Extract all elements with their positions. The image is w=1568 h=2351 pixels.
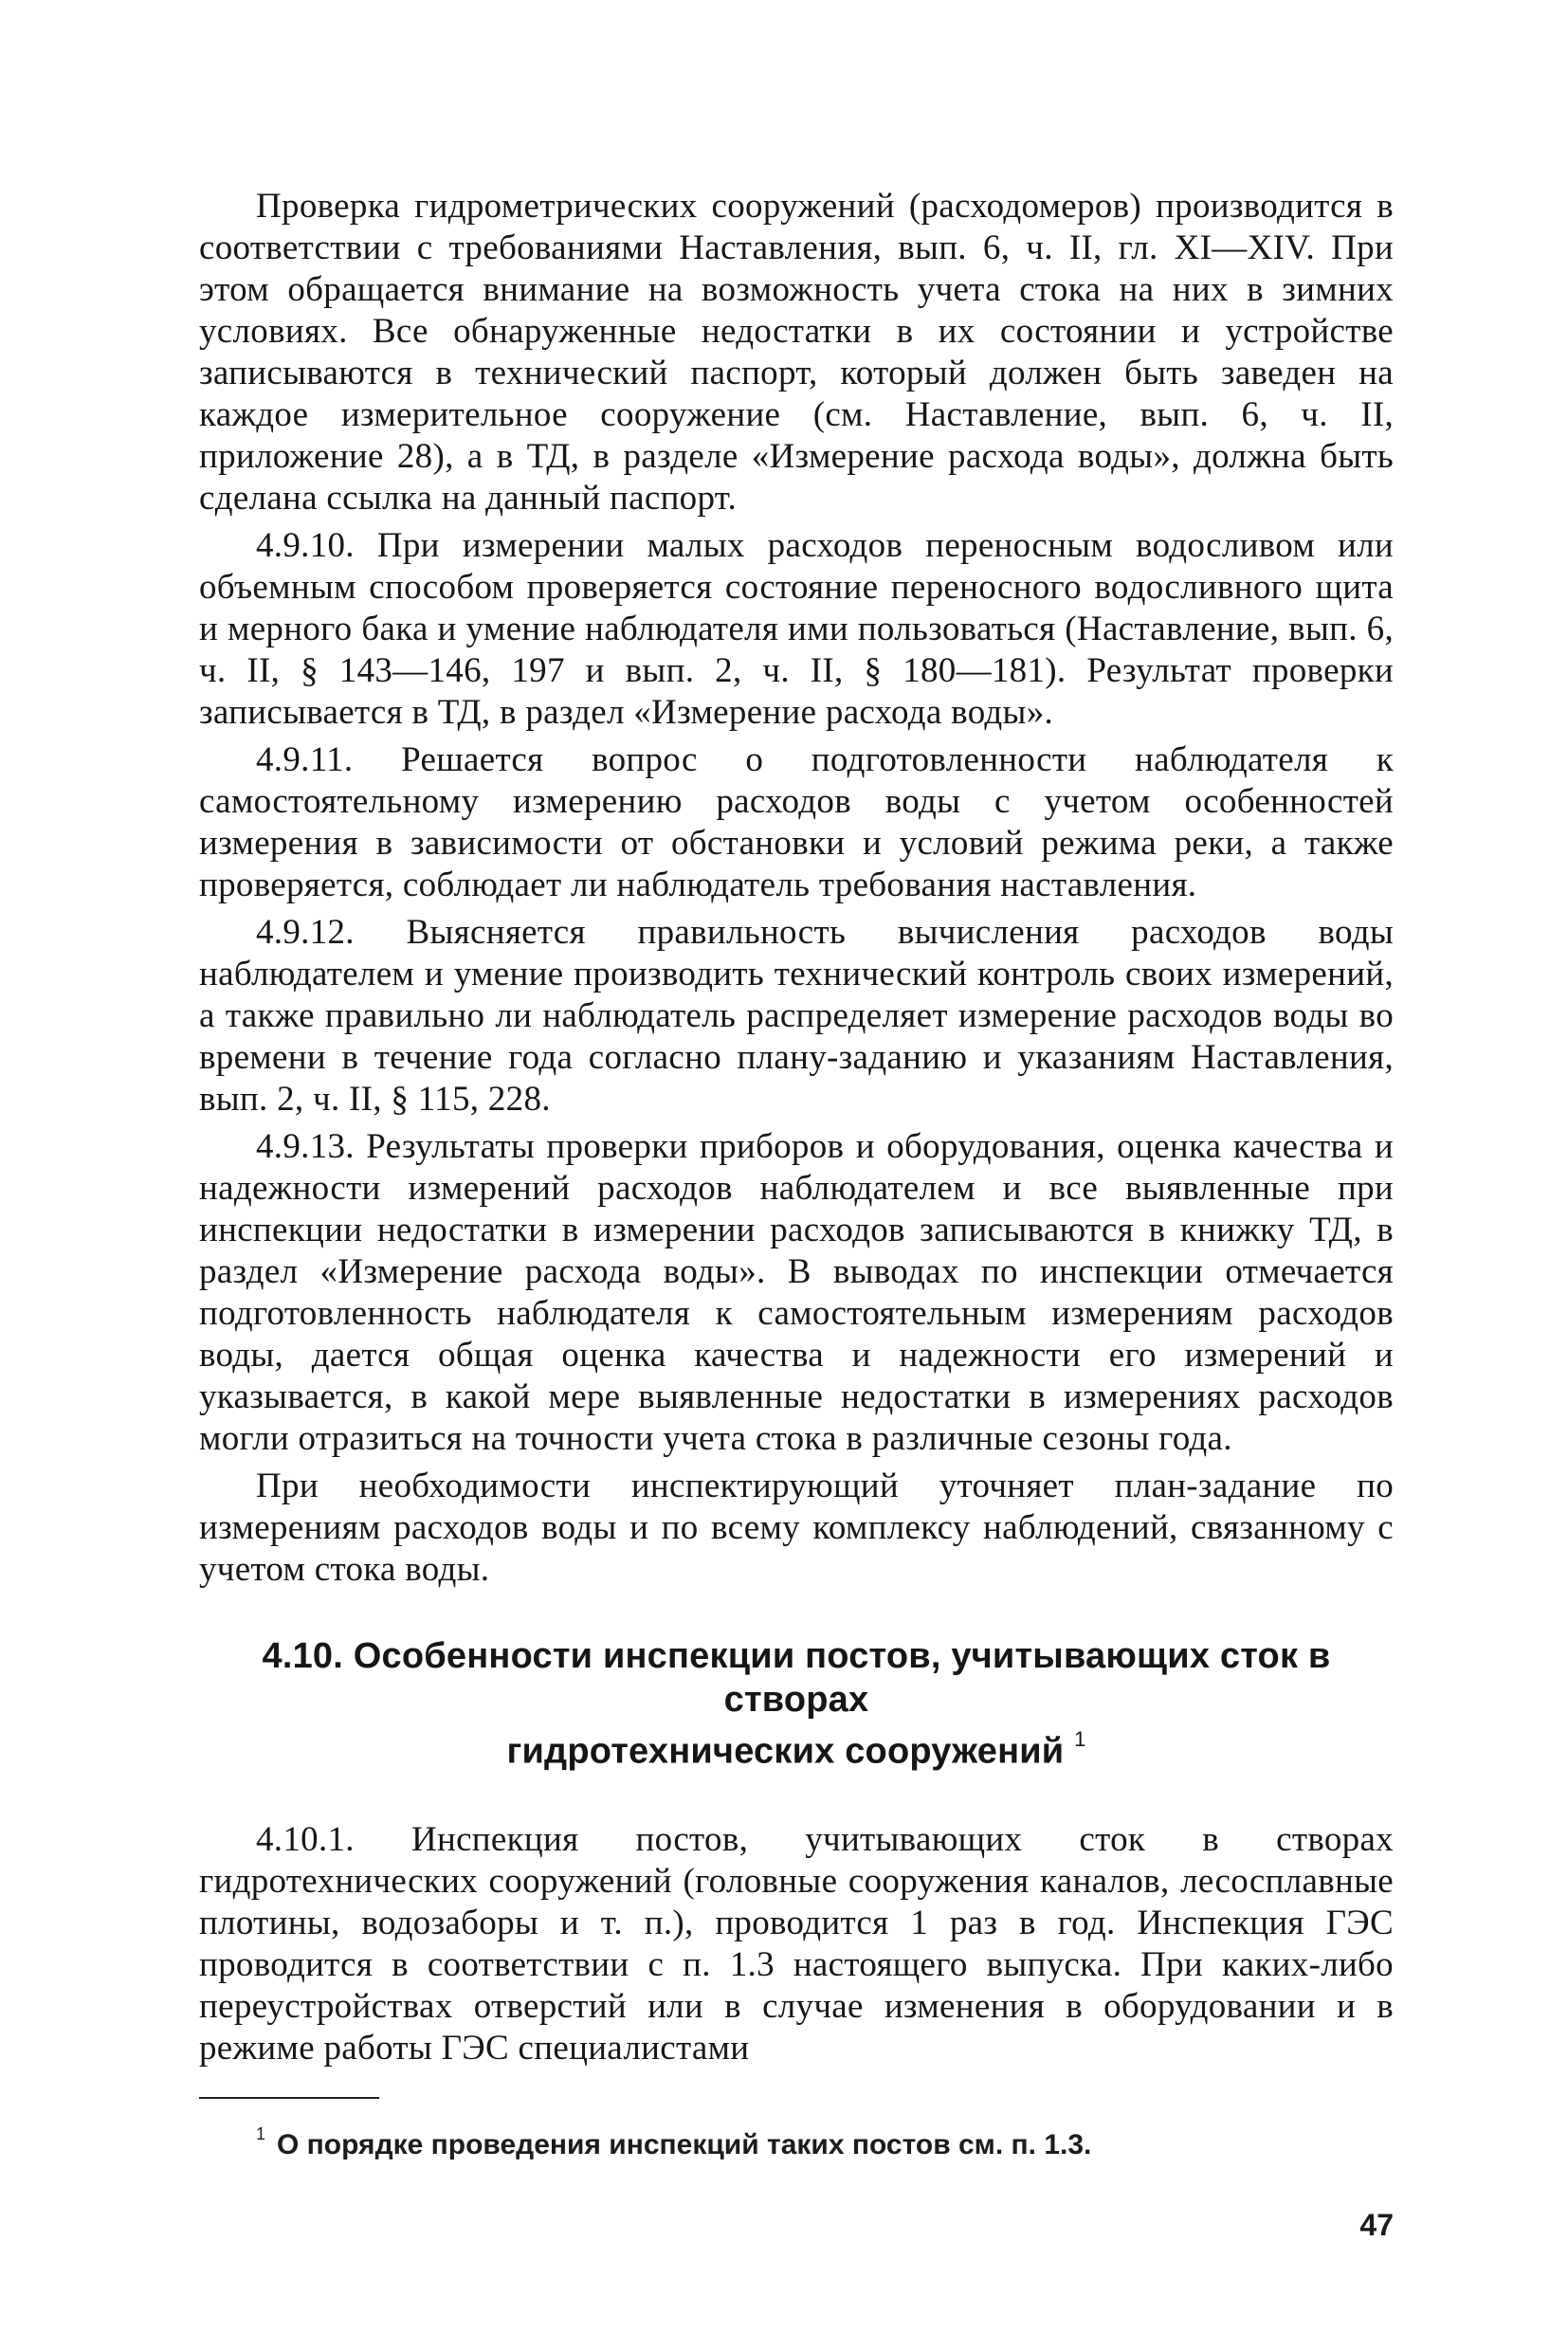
footnote-reference: 1 bbox=[1074, 1727, 1086, 1751]
paragraph-text: Выясняется правильность вычисления расходов воды наблюдателем и умение производить технический контроль своих измерений, а также правильно ли наблюдатель распределяет измерение расходов воды во времени в течение года согласно плану-заданию и указаниям Наставления, вып. 2, ч. II, § 115, 228. bbox=[199, 913, 1394, 1119]
paragraph-number: 4.9.11. bbox=[256, 740, 354, 779]
paragraph-intro-text: Проверка гидрометрических сооружений (расходомеров) производится в соответствии с требованиями Наставления, вып. 6, ч. II, гл. XI—XIV. При этом обращается внимание на возможность учета стока на них в зимних условиях. Все обнаруженные недостатки в их состоянии и устройстве записываются в технический паспорт, который должен быть заведен на каждое измерительное сооружение (см. Наставление, вып. 6, ч. II, приложение 28), а в ТД, в разделе «Измерение расхода воды», должна быть сделана ссылка на данный паспорт. bbox=[199, 187, 1394, 518]
footnote bbox=[256, 2120, 1091, 2163]
section-heading-line-1: 4.10. Особенности инспекции постов, учитывающих сток в створах bbox=[262, 1636, 1331, 1720]
footnote-text: О порядке проведения инспекций таких постов см. п. 1.3. bbox=[277, 2129, 1092, 2160]
footnote-marker: 1 bbox=[256, 2124, 266, 2143]
paragraph-text: Решается вопрос о подготовленности наблюдателя к самостоятельному измерению расходов воды с учетом особенностей измерения в зависимости от обстановки и условий режима реки, а также проверяется, соблюдает ли наблюдатель требования наставления. bbox=[199, 740, 1394, 904]
paragraph-intro bbox=[199, 186, 1394, 519]
page-number: 47 bbox=[1359, 2208, 1394, 2242]
paragraph-text: Результаты проверки приборов и оборудования, оценка качества и надежности измерений расходов наблюдателем и все выявленные при инспекции недостатки в измерении расходов записываются в книжку ТД, в раздел «Измерение расхода воды». В выводах по инспекции отмечается подготовленность наблюдателя к самостоятельным измерениям расходов воды, дается общая оценка качества и надежности его измерений и указывается, в какой мере выявленные недостатки в измерениях расходов могли отразиться на точности учета стока в различные сезоны года. bbox=[199, 1127, 1394, 1458]
paragraph-number: 4.9.13. bbox=[256, 1127, 355, 1166]
section-heading-line-2-text: гидротехнических сооружений bbox=[506, 1731, 1065, 1772]
paragraph-number: 4.9.12. bbox=[256, 913, 355, 952]
paragraph-4-9-10 bbox=[199, 525, 1394, 734]
document-page bbox=[199, 186, 1394, 2328]
paragraph-text: При измерении малых расходов переносным водосливом или объемным способом проверяется состояние переносного водосливного щита и мерного бака и умение наблюдателя ими пользоваться (Наставление, вып. 6, ч. II, § 143—146, 197 и вып. 2, ч. II, § 180—181). Результат проверки записывается в ТД, в раздел «Измерение расхода воды». bbox=[199, 526, 1394, 732]
paragraph-4-9-11 bbox=[199, 739, 1394, 906]
paragraph-4-10-1 bbox=[199, 1819, 1394, 2069]
paragraph-text: Инспекция постов, учитывающих сток в створах гидротехнических сооружений (головные сооружения каналов, лесосплавные плотины, водозаборы и т. п.), проводится 1 раз в год. Инспекция ГЭС проводится в соответствии с п. 1.3 настоящего выпуска. При каких-либо переустройствах отверстий или в случае изменения в оборудовании и в режиме работы ГЭС специалистами bbox=[199, 1819, 1394, 2068]
paragraph-text: При необходимости инспектирующий уточняет план-задание по измерениям расходов воды и по всему комплексу наблюдений, связанному с учетом стока воды. bbox=[199, 1467, 1394, 1589]
paragraph-4-9-12 bbox=[199, 912, 1394, 1121]
section-heading-line-2 bbox=[199, 1722, 1394, 1774]
footnote-divider bbox=[199, 2097, 379, 2099]
paragraph-number: 4.9.10. bbox=[256, 526, 355, 565]
section-heading bbox=[199, 1634, 1394, 1774]
paragraph-closing bbox=[199, 1466, 1394, 1591]
paragraph-number: 4.10.1. bbox=[256, 1819, 355, 1859]
paragraph-4-9-13 bbox=[199, 1126, 1394, 1460]
